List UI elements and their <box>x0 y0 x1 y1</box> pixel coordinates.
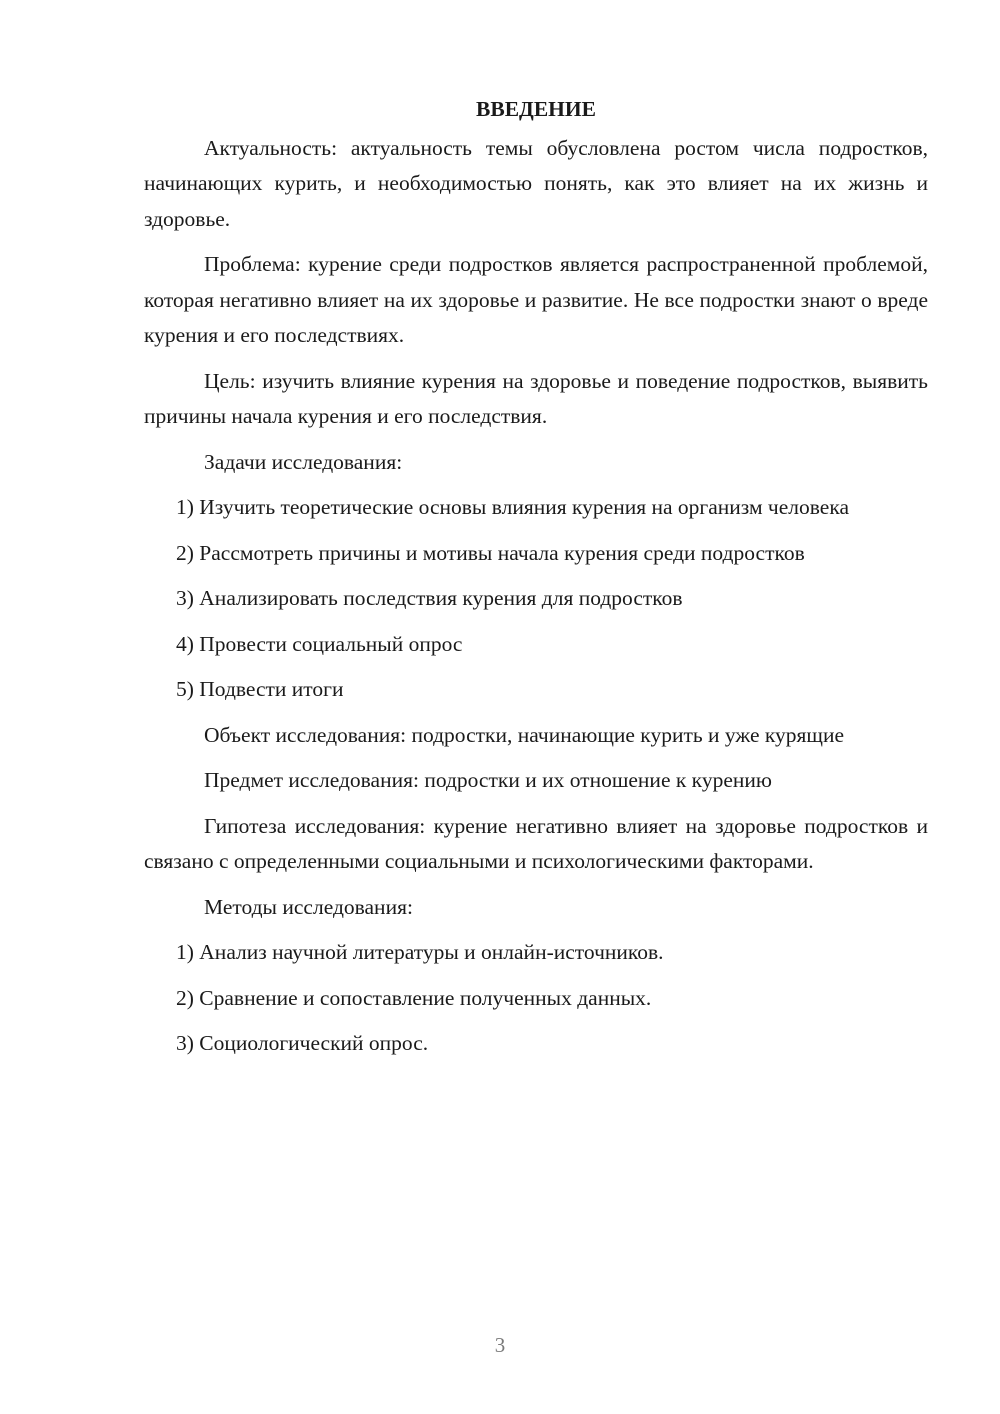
method-item: 3) Социологический опрос. <box>176 1031 429 1055</box>
task-item: 2) Рассмотреть причины и мотивы начала курения среди подростков <box>176 540 805 565</box>
task-item: 1) Изучить теоретические основы влияния курения на организм человека <box>176 495 849 519</box>
methods-heading: Методы исследования: <box>204 894 413 919</box>
goal-paragraph: Цель: изучить влияние курения на здоровье и поведение подростков, выявить причины начала курения и его последствия. <box>144 368 928 428</box>
hypothesis-paragraph: Гипотеза исследования: курение негативно влияет на здоровье подростков и связано с определенными социальными и психологическими факторами. <box>144 813 928 873</box>
page-content <box>144 92 928 1072</box>
task-item: 3) Анализировать последствия курения для подростков <box>176 586 683 610</box>
section-title: ВВЕДЕНИЕ <box>476 97 596 121</box>
method-item: 1) Анализ научной литературы и онлайн-источников. <box>176 940 664 964</box>
tasks-heading: Задачи исследования: <box>204 449 403 474</box>
relevance-paragraph: Актуальность: актуальность темы обусловлена ростом числа подростков, начинающих курить, и необходимостью понять, как это влияет на их жизнь и здоровье. <box>144 135 928 231</box>
task-item: 5) Подвести итоги <box>176 677 344 701</box>
object-paragraph: Объект исследования: подростки, начинающие курить и уже курящие <box>204 722 844 747</box>
subject-paragraph: Предмет исследования: подростки и их отношение к курению <box>204 768 772 792</box>
method-item: 2) Сравнение и сопоставление полученных данных. <box>176 985 652 1010</box>
task-item: 4) Провести социальный опрос <box>176 631 463 656</box>
page-number: 3 <box>494 1333 506 1357</box>
problem-paragraph: Проблема: курение среди подростков является распространенной проблемой, которая негативно влияет на их здоровье и развитие. Не все подростки знают о вреде курения и его последствиях. <box>144 252 928 347</box>
